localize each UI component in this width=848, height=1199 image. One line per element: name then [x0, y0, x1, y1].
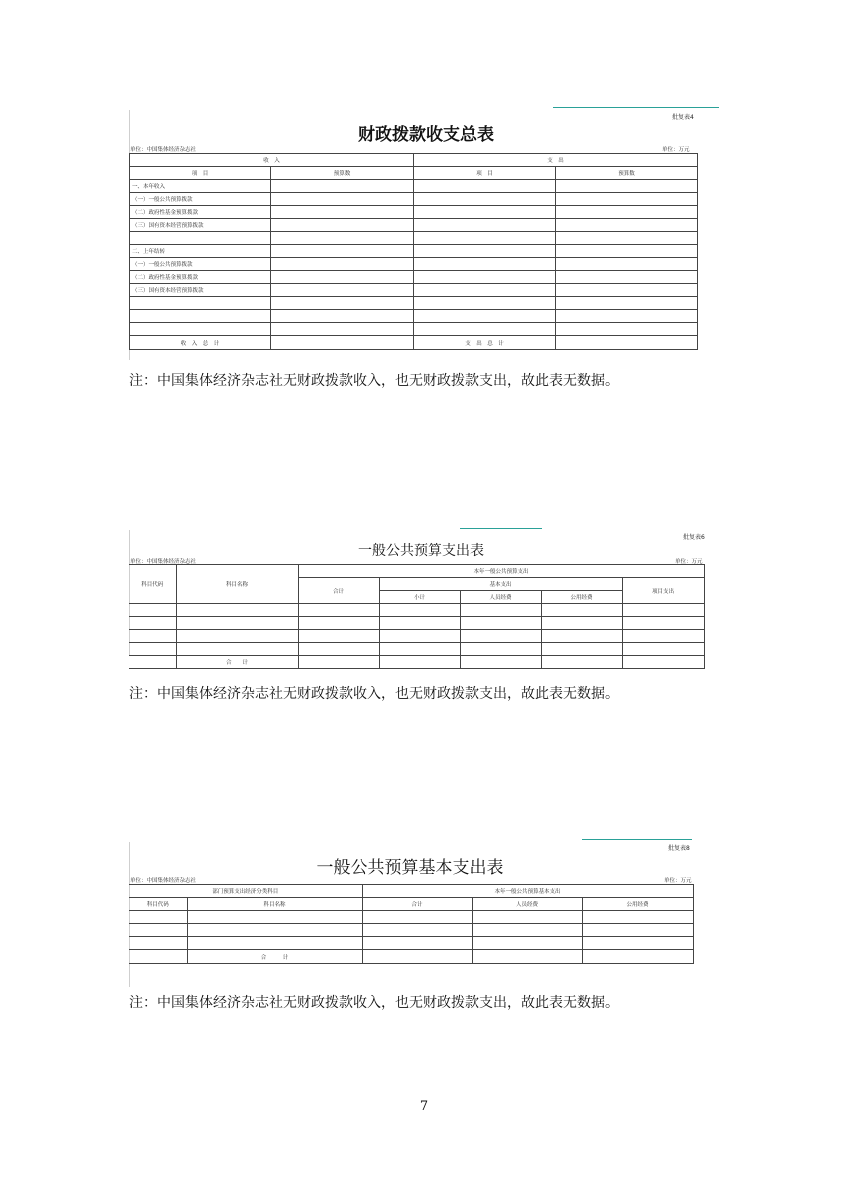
table1-income-header: 收 入	[130, 154, 414, 167]
table2-col-name: 科目名称	[176, 565, 298, 604]
table1-col-budget-expense: 预算数	[556, 167, 698, 180]
table1-row-label: （三）国有资本经营预算拨款	[130, 284, 271, 297]
table2-basic-header: 基本支出	[379, 578, 622, 591]
table1-expense-total: 支 出 总 计	[414, 336, 556, 350]
table3-note: 注：中国集体经济杂志社无财政拨款收入，也无财政拨款支出，故此表无数据。	[129, 995, 619, 1011]
table3-right-group: 本年一般公共预算基本支出	[362, 885, 693, 898]
table3-title-text: 一般公共预算基本支出表	[316, 858, 504, 878]
table2-unit-right: 单位：万元	[675, 559, 703, 565]
table1-col-item-income: 项 目	[130, 167, 271, 180]
table1-row-label: （二）政府性基金预算拨款	[130, 206, 271, 219]
table-row	[129, 937, 693, 950]
table1-col-budget-income: 预算数	[271, 167, 414, 180]
table3-top-rule	[582, 839, 692, 840]
table3-total-row: 合 计	[187, 950, 362, 964]
table1-grid	[129, 153, 698, 350]
table3-col-public: 公用经费	[582, 898, 693, 911]
table1-unit-right: 单位：万元	[662, 147, 690, 153]
table2-col-project: 项目支出	[622, 578, 704, 604]
table1-note: 注：中国集体经济杂志社无财政拨款收入，也无财政拨款支出，故此表无数据。	[129, 373, 619, 389]
table1-row-label: （一）一般公共预算拨款	[130, 258, 271, 271]
table2-title	[0, 540, 848, 560]
table2-col-code: 科目代码	[129, 565, 176, 604]
table1-row-label: （三）国有资本经营预算拨款	[130, 219, 271, 232]
table-row	[129, 630, 704, 643]
table1-col-item-expense: 项 目	[414, 167, 556, 180]
table3-unit-right: 单位：万元	[664, 878, 692, 884]
table2-col-personnel: 人员经费	[460, 591, 541, 604]
table3-tag: 批复表8	[668, 845, 690, 852]
table3-left-group: 部门预算支出经济分类科目	[129, 885, 362, 898]
table1-top-rule	[553, 107, 719, 108]
table2-grid	[129, 564, 705, 669]
table-row	[129, 911, 693, 924]
table2-note: 注：中国集体经济杂志社无财政拨款收入，也无财政拨款支出，故此表无数据。	[129, 686, 619, 702]
table1-row-label: （一）一般公共预算拨款	[130, 193, 271, 206]
table1-tag: 批复表4	[672, 114, 694, 121]
table1-row-label	[130, 297, 271, 310]
table1-row-label	[130, 232, 271, 245]
table1-row-label	[130, 323, 271, 336]
table2-total-row: 合 计	[176, 656, 298, 669]
table-row	[129, 924, 693, 937]
table2-col-public: 公用经费	[541, 591, 622, 604]
table1-title	[0, 120, 848, 145]
table3-col-personnel: 人员经费	[472, 898, 582, 911]
table2-tag: 批复表6	[683, 534, 705, 541]
table1-row-label: 二、上年结转	[130, 245, 271, 258]
table1-row-label: （二）政府性基金预算拨款	[130, 271, 271, 284]
table2-title-text: 一般公共预算支出表	[358, 543, 484, 559]
table2-unit-left: 单位：中国集体经济杂志社	[130, 559, 197, 565]
table-row	[129, 617, 704, 630]
table1-row-label: 一、本年收入	[130, 180, 271, 193]
table3-grid	[129, 884, 694, 964]
table1-unit-left: 单位：中国集体经济杂志社	[130, 147, 197, 153]
table2-top-rule	[460, 528, 542, 529]
table3-title	[0, 853, 848, 878]
table3-col-total: 合计	[362, 898, 472, 911]
table-row	[129, 604, 704, 617]
table1-title-text: 财政拨款收支总表	[358, 125, 494, 145]
table1-expense-header: 支 出	[414, 154, 698, 167]
page-number: 7	[419, 1099, 429, 1114]
table3-col-name: 科目名称	[187, 898, 362, 911]
table1-income-total: 收 入 总 计	[130, 336, 271, 350]
table2-col-subtotal: 小计	[379, 591, 460, 604]
table2-group-header: 本年一般公共预算支出	[298, 565, 704, 578]
table1-row-label	[130, 310, 271, 323]
table2-col-total: 合计	[298, 578, 379, 604]
table3-col-code: 科目代码	[129, 898, 187, 911]
table-row	[129, 643, 704, 656]
table3-unit-left: 单位：中国集体经济杂志社	[130, 878, 197, 884]
